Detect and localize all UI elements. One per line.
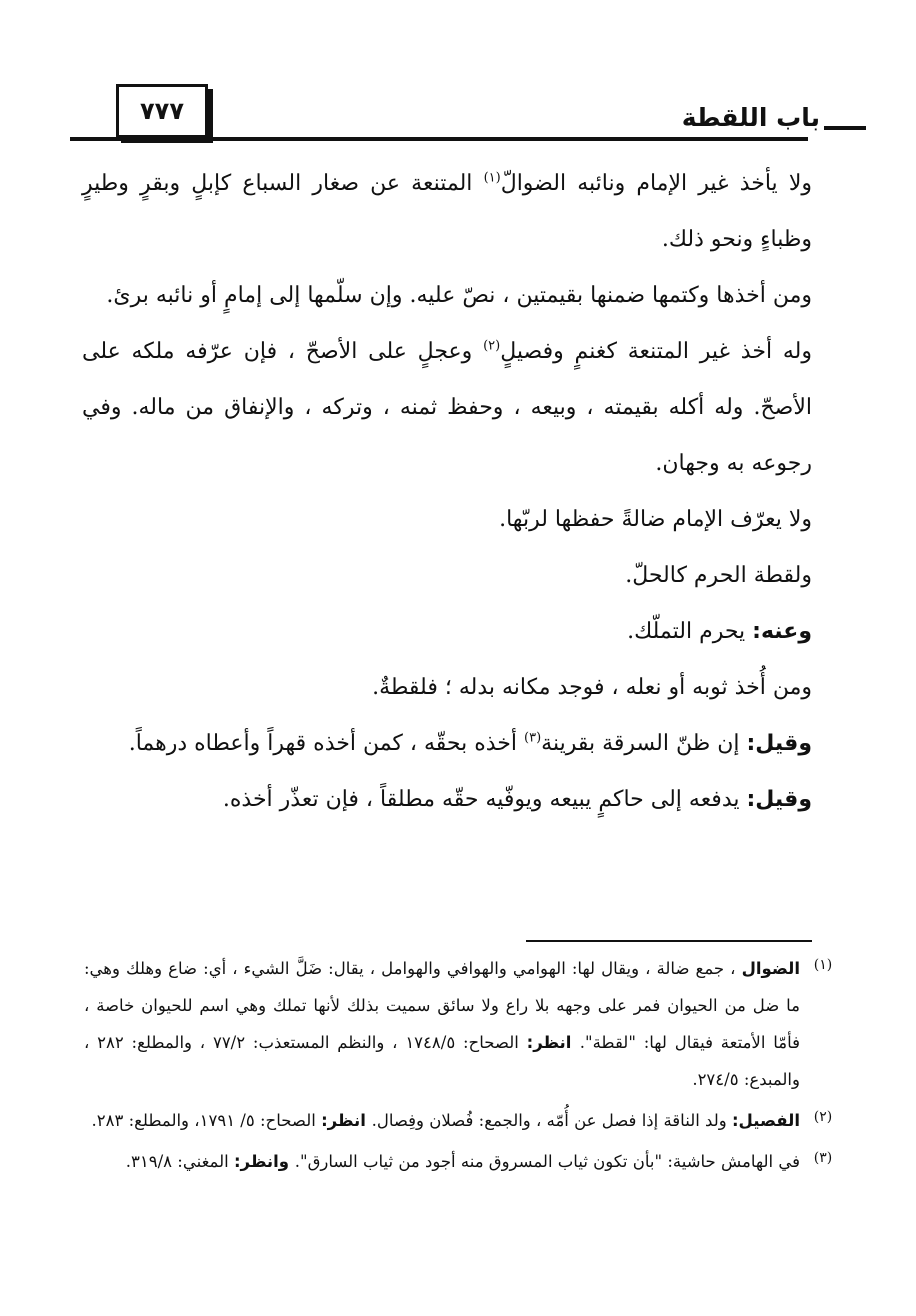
paragraph: ولا يأخذ غير الإمام ونائبه الضوالّ$^{(١)}$ المتنعة عن صغار السباع كإبلٍ وبقرٍ وطيرٍ وظباءٍ ونحو ذلك. — [82, 170, 813, 252]
footnote-text: الفصيل: ولد الناقة إذا فصل عن أُمّه ، والجمع: فُصلان وفِصال. انظر: الصحاح: ٥/ ١٧٩١، والمطلع: ٢٨٣. — [91, 1111, 800, 1130]
footnote-ref: (٢) — [483, 338, 501, 354]
paragraph: ولقطة الحرم كالحلّ. — [625, 563, 812, 588]
paragraph: وقيل: يدفعه إلى حاكمٍ يبيعه ويوفّيه حقّه مطلقاً ، فإن تعذّر أخذه. — [222, 787, 812, 812]
paragraph-lead: وقيل: — [746, 787, 812, 812]
paragraph: ومن أُخذ ثوبه أو نعله ، فوجد مكانه بدله ؛ فلقطةٌ. — [372, 675, 812, 700]
footnote-ref: (١) — [483, 170, 501, 186]
paragraph: وقيل: إن ظنّ السرقة بقرينة$^{(٣)}$ أخذه بحقّه ، كمن أخذه قهراً وأعطاه درهماً. — [128, 730, 812, 756]
header-rule — [70, 137, 808, 141]
page-number-box — [116, 84, 208, 138]
footnote — [84, 1143, 846, 1180]
paragraph: ومن أخذها وكتمها ضمنها بقيمتين ، نصّ عليه. وإن سلّمها إلى إمامٍ أو نائبه برئ. — [106, 283, 812, 308]
paragraph-lead: وعنه: — [752, 619, 812, 644]
footnote-number: (٢) — [813, 1109, 833, 1125]
footnote-text: الضوال ، جمع ضالة ، ويقال لها: الهوامي والهوافي والهوامل ، يقال: ضَلَّ الشيء ، أي: ضاع وهلك وهي: ما ضل من الحيوان فمر على وجهه بلا راع ولا سائق سميت بذلك لأنها تملك وهي اسم للحيوان خاصة ، فأمّا الأمتعة فيقال لها: "لقطة". انظر: الصحاح: ١٧٤٨/٥ ، والنظم المستعذب: ٧٧/٢ ، والمطلع: ٢٨٢ ، والمبدع: ٢٧٤/٥. — [84, 959, 800, 1089]
paragraph: وعنه: يحرم التملّك. — [627, 619, 812, 644]
footnote-separator — [526, 940, 812, 942]
footnote-number: (١) — [813, 957, 833, 973]
footnote-text: في الهامش حاشية: "بأن تكون ثياب المسروق منه أجود من ثياب السارق". وانظر: المغني: ٣١٩/٨. — [125, 1152, 800, 1171]
main-text — [82, 156, 812, 828]
title-dash — [824, 126, 866, 130]
footnote-number: (٣) — [813, 1150, 833, 1166]
paragraph-lead: وقيل: — [746, 731, 812, 756]
footnote-ref: (٣) — [524, 730, 542, 746]
paragraph: ولا يعرّف الإمام ضالةً حفظها لربّها. — [499, 507, 812, 532]
footnotes — [84, 950, 846, 1184]
running-title: باب اللقطة — [678, 103, 824, 132]
footnote — [84, 950, 846, 1098]
page-number: ٧٧٧ — [140, 97, 184, 125]
paragraph: وله أخذ غير المتنعة كغنمٍ وفصيلٍ$^{(٢)}$ وعجلٍ على الأصحّ ، فإن عرّفه ملكه على الأصحّ. وله أكله بقيمته ، وبيعه ، وحفظ ثمنه ، وتركه ، والإنفاق من ماله. وفي رجوعه به وجهان. — [82, 338, 812, 476]
footnote — [84, 1102, 846, 1139]
